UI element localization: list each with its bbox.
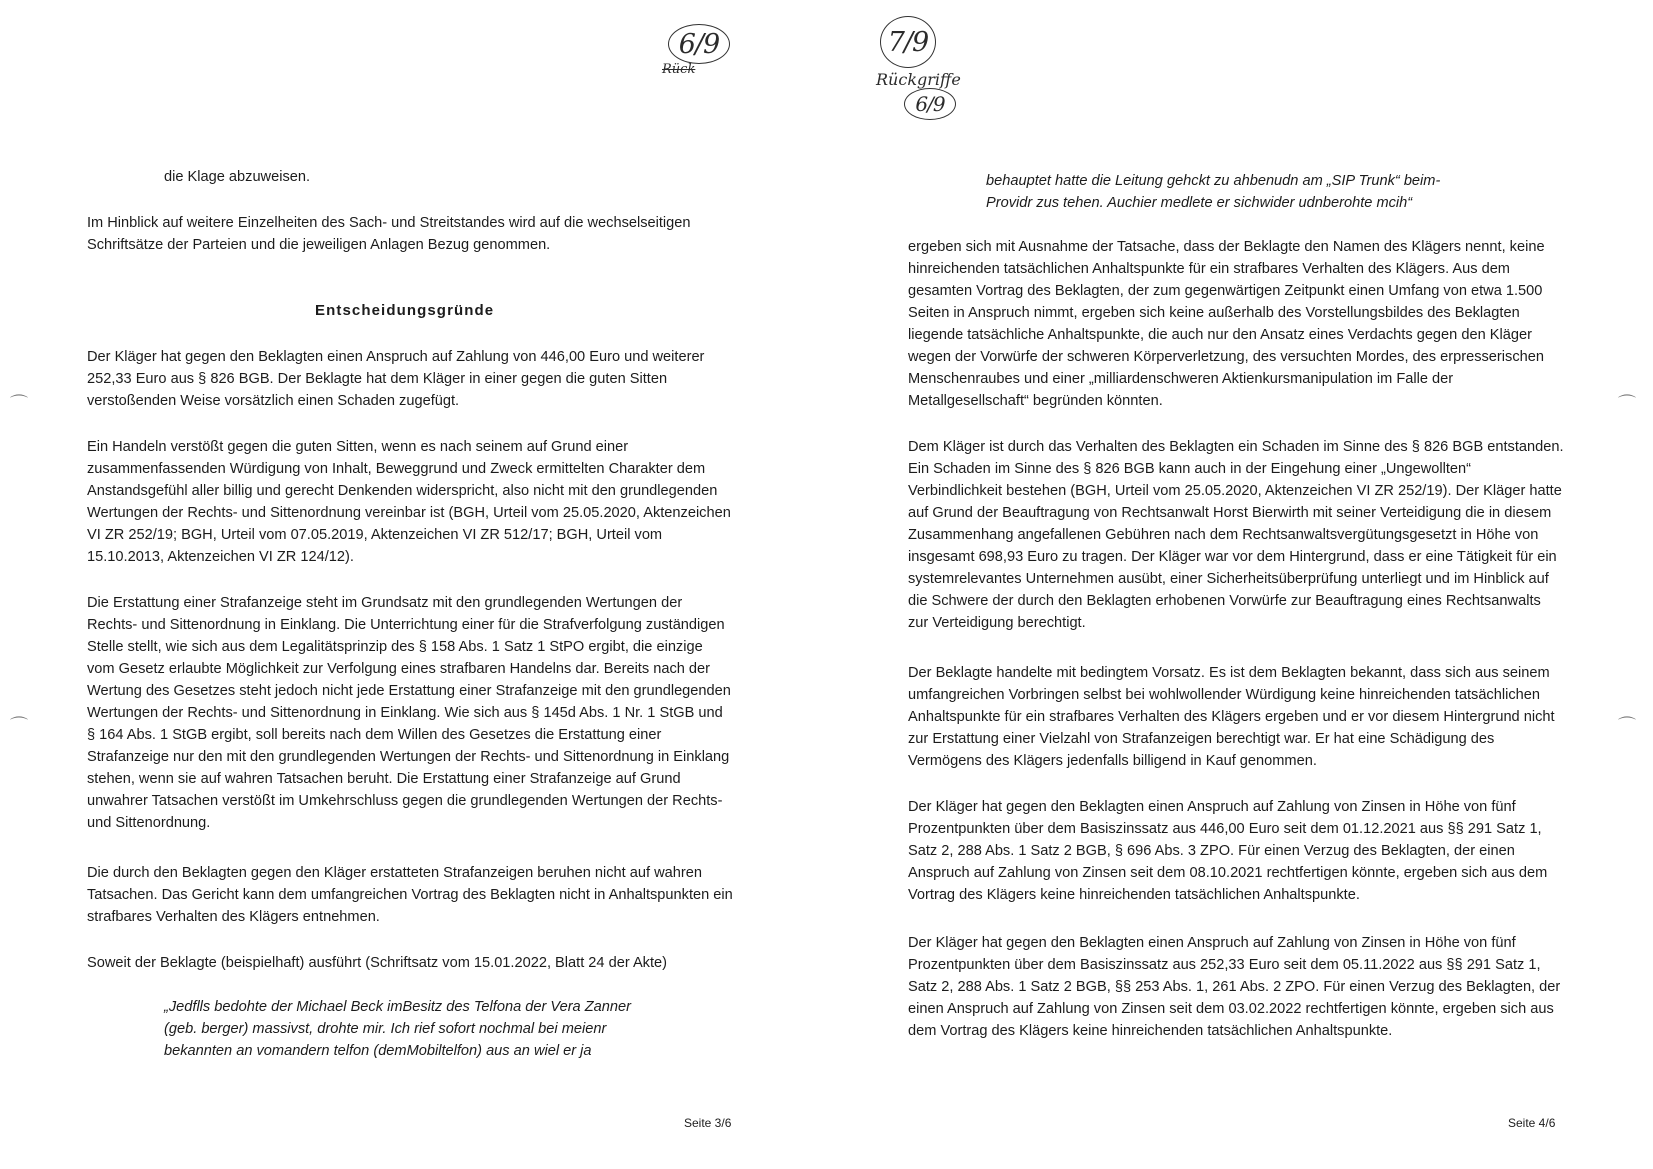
handwritten-page-number: 6/9 [668,24,730,64]
binder-hole-mark: ⌒ [10,716,28,736]
binder-hole-mark: ⌒ [10,394,28,414]
quote-block-continued: behauptet hatte die Leitung gehckt zu ahbenudn am „SIP Trunk“ beim-Providr zus tehen. Auchier medlete er sichwider udnberohte mcih“ [986,173,1441,211]
handwritten-page-number: 6/9 [904,88,956,120]
paragraph-zinsen-2: Der Kläger hat gegen den Beklagten einen Anspruch auf Zahlung von Zinsen in Höhe von fünf Prozentpunkten über dem Basiszinssatz aus 252,33 Euro seit dem 05.11.2022 aus §§ 291 Satz 1, Satz 2, 288 Abs. 1 Satz 2 BGB, §§ 253 Abs. 1, 261 Abs. 2 ZPO. Für einen Verzug des Beklagten, der einen Anspruch auf Zahlung von Zinsen seit dem 03.02.2022 rechtfertigen könnte, ergeben sich aus dem Vortrag des Klägers keine hinreichenden tatsächlichen Anhaltspunkte. [908,935,1561,1039]
paragraph-keine-tatsachen: Die durch den Beklagten gegen den Kläger erstatteten Strafanzeigen beruhen nicht auf wahren Tatsachen. Das Gericht kann dem umfangreichen Vortrag des Beklagten nicht in Anhaltspunkten ein strafbares Verhalten des Klägers entnehmen. [87,865,733,925]
paragraph-soweit: Soweit der Beklagte (beispielhaft) ausführt (Schriftsatz vom 15.01.2022, Blatt 24 der Akte) [87,955,668,971]
paragraph-bezug: Im Hinblick auf weitere Einzelheiten des Sach- und Streitstandes wird auf die wechselseitigen Schriftsätze der Parteien und die jeweiligen Anlagen Bezug genommen. [87,215,691,253]
page-footer: Seite 3/6 [684,1116,732,1130]
binder-hole-mark: ⌒ [1618,716,1636,736]
paragraph-schaden: Dem Kläger ist durch das Verhalten des Beklagten ein Schaden im Sinne des § 826 BGB entstanden. Ein Schaden im Sinne des § 826 BGB kann auch in der Eingehung einer „Ungewollten“ Verbindlichkeit bestehen (BGH, Urteil vom 25.05.2020, Aktenzeichen VI ZR 252/19). Der Kläger hatte auf Grund der Beauftragung von Rechtsanwalt Horst Bierwirth mit seiner Verteidigung die in diesem Zusammenhang angefallenen Gebühren nach dem Rechtsanwaltsvergütungsgesetzt in Höhe von insgesamt 698,93 Euro zu tragen. Der Kläger war vor dem Hintergrund, dass er eine Tätigkeit für ein systemrelevantes Unternehmen ausübt, einer Sicherheitsüberprüfung unterliegt und im Hinblick auf die Schwere der durch den Beklagten erhobenen Vorwürfe zur Beauftragung eines Rechtsanwalts zur Verteidigung berechtigt. [908,439,1564,631]
paragraph-vorsatz: Der Beklagte handelte mit bedingtem Vorsatz. Es ist dem Beklagten bekannt, dass sich aus seinem umfangreichen Vorbringen selbst bei wohlwollender Würdigung keine hinreichenden tatsächlichen Anhaltspunkte für ein strafbares Verhalten des Klägers ergeben und er vor diesem Hintergrund nicht zur Erstattung einer Vielzahl von Strafanzeigen berechtigt war. Er hat eine Schädigung des Vermögens des Klägers jedenfalls billigend in Kauf genommen. [908,665,1555,769]
page-3 [0,0,826,1169]
handwritten-note: Rück [662,62,696,77]
page-footer: Seite 4/6 [1508,1116,1556,1130]
paragraph-strafanzeige: Die Erstattung einer Strafanzeige steht im Grundsatz mit den grundlegenden Wertungen der Rechts- und Sittenordnung in Einklang. Die Unterrichtung einer für die Strafverfolgung zuständigen Stelle stellt, wie sich aus dem Legalitätsprinzip des § 158 Abs. 1 Satz 1 StPO ergibt, die einzige vom Gesetz erlaubte Möglichkeit zur Verfolgung eines strafbaren Handelns dar. Bereits nach der Wertung des Gesetzes steht jedoch nicht jede Erstattung einer Strafanzeige mit den grundlegenden Wertungen der Rechts- und Sittenordnung in Einklang. Wie sich aus § 145d Abs. 1 Nr. 1 StGB und § 164 Abs. 1 StGB ergibt, soll bereits nach dem Willen des Gesetzes die Erstattung einer Strafanzeige nur den mit den grundlegenden Wertungen der Rechts- und Sittenordnung in Einklang stehen, wenn sie auf wahren Tatsachen beruht. Die Erstattung einer Strafanzeige auf Grund unwahrer Tatsachen verstößt im Umkehrschluss gegen die grundlegenden Wertungen der Rechts- und Sittenordnung. [87,595,731,831]
handwritten-note: Rückgriffe [876,70,961,89]
paragraph-gute-sitten: Ein Handeln verstößt gegen die guten Sitten, wenn es nach seinem auf Grund einer zusammenfassenden Würdigung von Inhalt, Beweggrund und Zweck ermittelten Charakter dem Anstandsgefühl aller billig und gerecht Denkenden widerspricht, also nicht mit den grundlegenden Wertungen der Rechts- und Sittenordnung vereinbar ist (BGH, Urteil vom 25.05.2020, Aktenzeichen VI ZR 252/19; BGH, Urteil vom 07.05.2019, Aktenzeichen VI ZR 512/17; BGH, Urteil vom 15.10.2013, Aktenzeichen VI ZR 124/12). [87,439,731,565]
binder-hole-mark: ⌒ [1618,394,1636,414]
paragraph-zinsen-1: Der Kläger hat gegen den Beklagten einen Anspruch auf Zahlung von Zinsen in Höhe von fünf Prozentpunkten über dem Basiszinssatz aus 446,00 Euro seit dem 01.12.2021 aus §§ 291 Satz 1, Satz 2, 288 Abs. 1 Satz 2 BGB, § 696 Abs. 3 ZPO. Für einen Verzug des Beklagten, der einen Anspruch auf Zahlung von Zinsen seit dem 08.10.2021 rechtfertigen könnte, ergeben sich aus dem Vortrag des Klägers keine hinreichenden tatsächlichen Anhaltspunkte. [908,799,1548,903]
quote-block: „Jedflls bedohte der Michael Beck imBesitz des Telfona der Vera Zanner (geb. berger) massivst, drohte mir. Ich rief sofort nochmal bei meienr bekannten an vomandern telfon (demMobiltelfon) aus an wiel er ja [164,999,631,1059]
paragraph-keine-anhaltspunkte: ergeben sich mit Ausnahme der Tatsache, dass der Beklagte den Namen des Klägers nennt, keine hinreichenden tatsächlichen Anhaltspunkte für ein strafbares Verhalten des Klägers. Aus dem gesamten Vortrag des Beklagten, der zum gegenwärtigen Zeitpunkt einen Umfang von etwa 1.500 Seiten in Anspruch nimmt, ergeben sich keine außerhalb des Vorstellungsbildes des Beklagten liegende tatsächliche Anhaltspunkte, die auch nur den Ansatz eines Verdachts gegen den Kläger wegen der Vorwürfe der schweren Körperverletzung, des versuchten Mordes, des erpresserischen Menschenraubes und einer „milliardenschweren Aktienkursmanipulation im Falle der Metallgesellschaft“ begründen könnten. [908,239,1545,409]
section-heading: Entscheidungsgründe [315,302,495,319]
paragraph-intro: die Klage abzuweisen. [164,169,311,185]
handwritten-page-number: 7/9 [880,16,936,68]
paragraph-anspruch: Der Kläger hat gegen den Beklagten einen Anspruch auf Zahlung von 446,00 Euro und weiterer 252,33 Euro aus § 826 BGB. Der Beklagte hat dem Kläger in einer gegen die guten Sitten verstoßenden Weise vorsätzlich einen Schaden zugefügt. [87,349,705,409]
page-4 [826,0,1653,1169]
